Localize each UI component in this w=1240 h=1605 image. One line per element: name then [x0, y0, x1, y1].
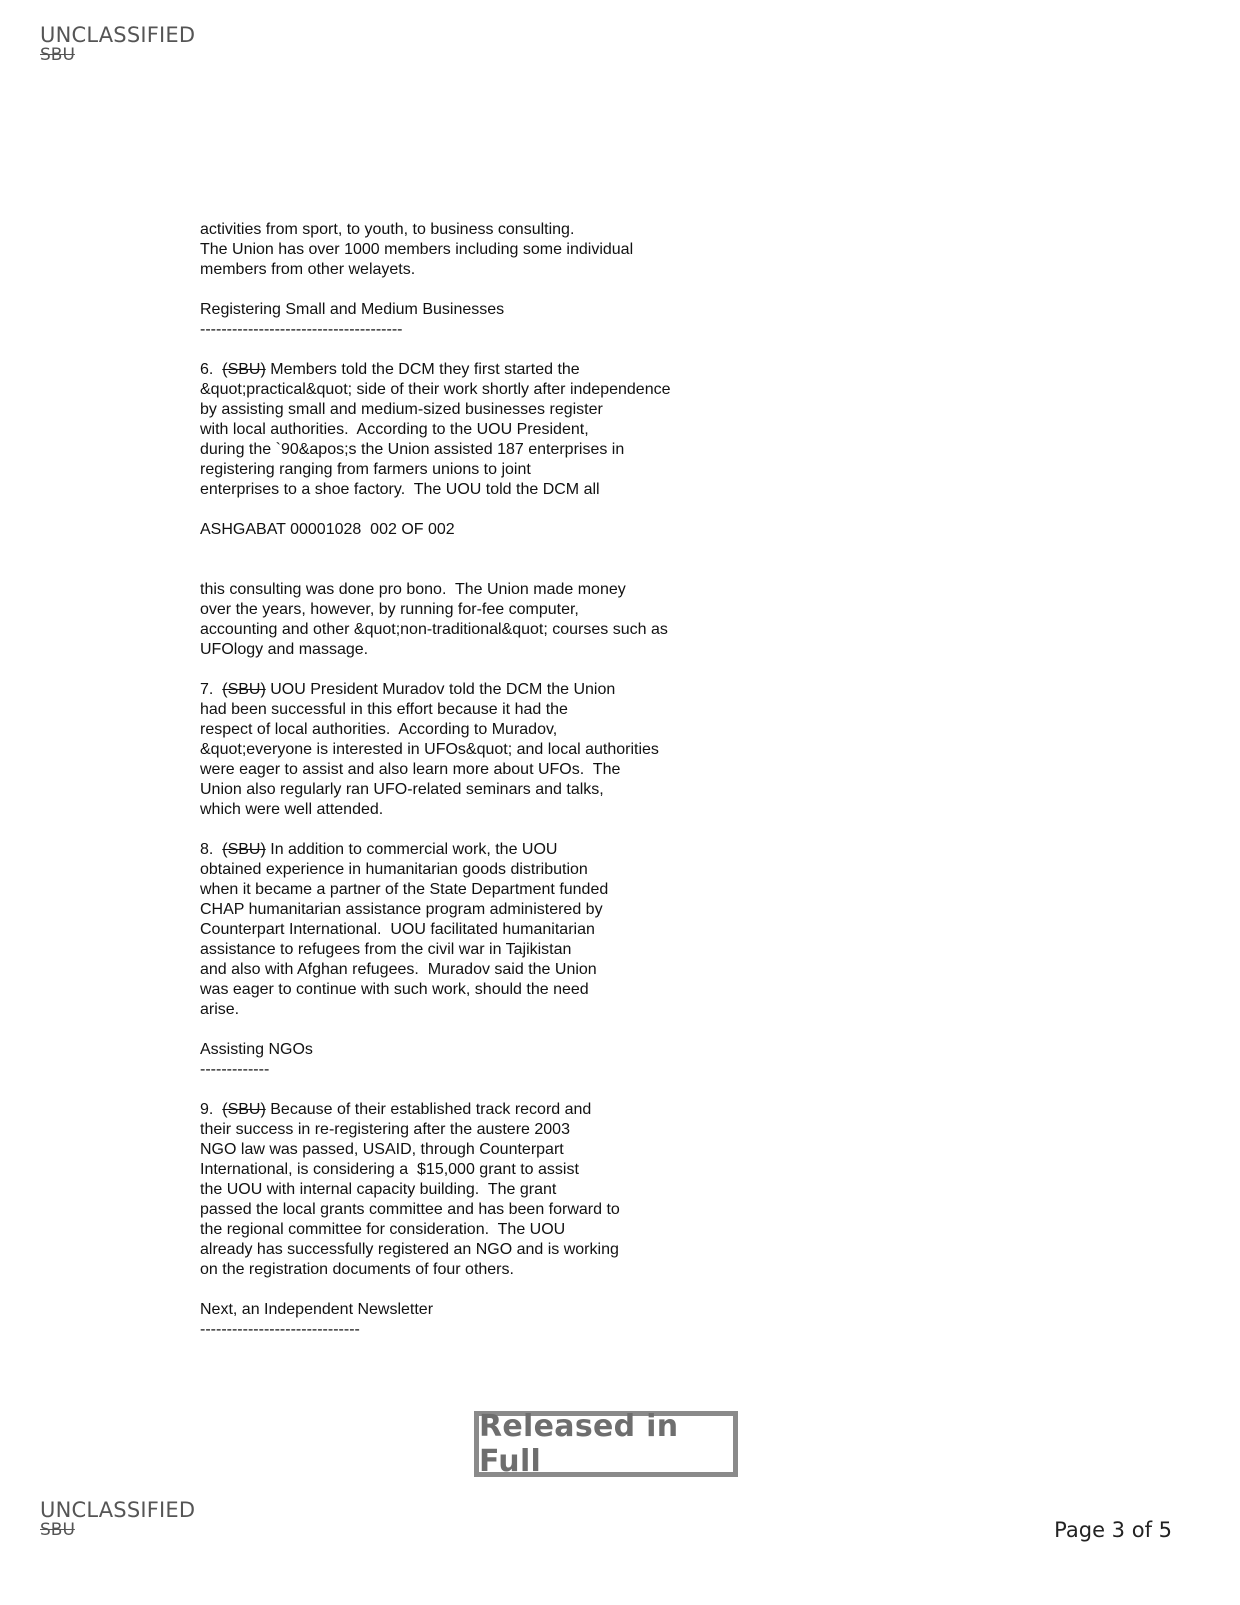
footer-sbu-marking: SBU — [40, 1520, 75, 1540]
body-line: Union also regularly ran UFO-related seminars and talks, — [200, 781, 604, 798]
body-line: this consulting was done pro bono. The Union made money — [200, 581, 626, 598]
body-line: the UOU with internal capacity building. The grant — [200, 1181, 557, 1198]
body-line: activities from sport, to youth, to business consulting. — [200, 221, 575, 238]
body-line: already has successfully registered an NGO and is working — [200, 1241, 619, 1258]
body-line: arise. — [200, 1001, 240, 1018]
body-line: obtained experience in humanitarian goods distribution — [200, 861, 588, 878]
body-line: accounting and other &quot;non-traditional&quot; courses such as — [200, 621, 668, 638]
released-in-full-stamp — [474, 1411, 738, 1477]
blank-line — [200, 820, 760, 840]
paragraph-first-line — [200, 680, 760, 700]
body-line: the regional committee for consideration. The UOU — [200, 1221, 566, 1238]
body-line: which were well attended. — [200, 801, 384, 818]
paragraph-number: 7. — [200, 681, 223, 698]
body-line: UFOlogy and massage. — [200, 641, 369, 658]
paragraph-text: Because of their established track record and — [265, 1101, 592, 1118]
body-line: with local authorities. According to the UOU President, — [200, 421, 589, 438]
blank-line — [200, 340, 760, 360]
body-line: The Union has over 1000 members including some individual — [200, 241, 634, 258]
stamp-label: Released in Full — [479, 1409, 679, 1479]
body-line: during the `90&apos;s the Union assisted 187 enterprises in — [200, 441, 625, 458]
body-line: Assisting NGOs — [200, 1041, 313, 1058]
body-line: their success in re-registering after the austere 2003 — [200, 1121, 570, 1138]
paragraph-first-line — [200, 840, 760, 860]
paragraph-text: UOU President Muradov told the DCM the Union — [265, 681, 616, 698]
blank-line — [200, 1020, 760, 1040]
blank-line — [200, 1280, 760, 1300]
body-line: Registering Small and Medium Businesses — [200, 301, 505, 318]
sbu-portion-marking: (SBU) — [222, 1101, 266, 1118]
body-line: on the registration documents of four others. — [200, 1261, 514, 1278]
body-line: by assisting small and medium-sized businesses register — [200, 401, 603, 418]
body-line: passed the local grants committee and has been forward to — [200, 1201, 620, 1218]
footer-classification-marking — [40, 1500, 195, 1539]
body-line: Counterpart International. UOU facilitated humanitarian — [200, 921, 595, 938]
body-line: ASHGABAT 00001028 002 OF 002 — [200, 521, 455, 538]
paragraph-first-line — [200, 1100, 760, 1120]
blank-line — [200, 500, 760, 520]
header-classification-label: UNCLASSIFIED — [40, 23, 196, 47]
blank-line — [200, 540, 760, 560]
body-line: registering ranging from farmers unions to joint — [200, 461, 531, 478]
sbu-portion-marking: (SBU) — [222, 681, 266, 698]
paragraph-first-line — [200, 360, 760, 380]
body-line: Next, an Independent Newsletter — [200, 1301, 434, 1318]
body-line: &quot;everyone is interested in UFOs&quot; and local authorities — [200, 741, 659, 758]
body-line: ------------------------------ — [200, 1321, 360, 1338]
cable-body-text — [200, 220, 760, 1340]
body-line: CHAP humanitarian assistance program administered by — [200, 901, 603, 918]
paragraph-number: 6. — [200, 361, 223, 378]
blank-line — [200, 1080, 760, 1100]
body-line: were eager to assist and also learn more about UFOs. The — [200, 761, 621, 778]
page-number: Page 3 of 5 — [1054, 1518, 1172, 1542]
blank-line — [200, 280, 760, 300]
body-line: over the years, however, by running for-fee computer, — [200, 601, 579, 618]
body-line: ------------- — [200, 1061, 270, 1078]
body-line: and also with Afghan refugees. Muradov said the Union — [200, 961, 597, 978]
paragraph-text: Members told the DCM they first started the — [265, 361, 580, 378]
body-line: -------------------------------------- — [200, 321, 403, 338]
body-line: &quot;practical&quot; side of their work shortly after independence — [200, 381, 671, 398]
body-line: NGO law was passed, USAID, through Counterpart — [200, 1141, 564, 1158]
blank-line — [200, 660, 760, 680]
header-sbu-marking: SBU — [40, 45, 75, 65]
body-line: respect of local authorities. According to Muradov, — [200, 721, 558, 738]
body-line: enterprises to a shoe factory. The UOU told the DCM all — [200, 481, 600, 498]
sbu-portion-marking: (SBU) — [222, 361, 266, 378]
sbu-portion-marking: (SBU) — [222, 841, 266, 858]
blank-line — [200, 560, 760, 580]
footer-classification-label: UNCLASSIFIED — [40, 1498, 196, 1522]
header-classification-marking — [40, 25, 195, 64]
body-line: assistance to refugees from the civil war in Tajikistan — [200, 941, 572, 958]
body-line: members from other welayets. — [200, 261, 416, 278]
body-line: had been successful in this effort because it had the — [200, 701, 568, 718]
paragraph-number: 9. — [200, 1101, 223, 1118]
body-line: when it became a partner of the State Department funded — [200, 881, 609, 898]
body-line: International, is considering a $15,000 grant to assist — [200, 1161, 579, 1178]
paragraph-text: In addition to commercial work, the UOU — [265, 841, 558, 858]
body-line: was eager to continue with such work, should the need — [200, 981, 589, 998]
paragraph-number: 8. — [200, 841, 223, 858]
